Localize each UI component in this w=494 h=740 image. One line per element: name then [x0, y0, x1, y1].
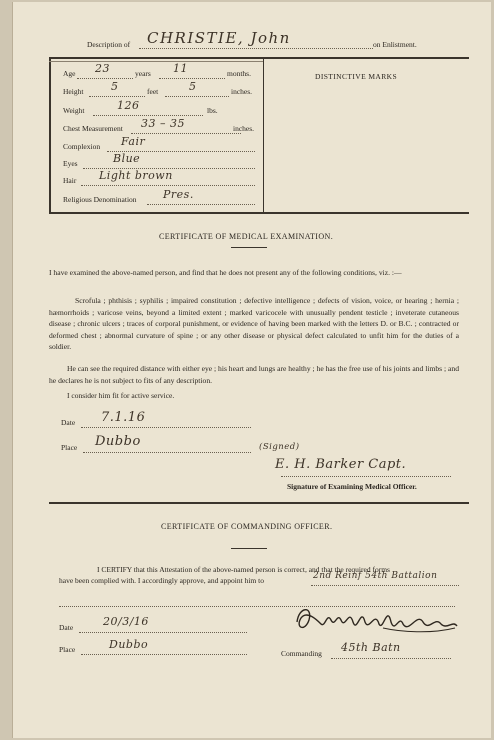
commanding-place-label: Place: [59, 645, 76, 654]
medical-officer-signature: E. H. Barker Capt.: [275, 457, 407, 472]
chest-dotline: [131, 133, 241, 134]
eyes-value: Blue: [113, 152, 141, 165]
chest-inches-label: inches.: [233, 124, 255, 133]
attestation-sheet: [12, 2, 491, 738]
description-dotline: [139, 48, 373, 49]
section-divider: [49, 502, 469, 504]
description-prefix: Description of: [87, 40, 131, 49]
complexion-label: Complexion: [63, 142, 101, 151]
height-feet-dotline: [89, 96, 145, 97]
age-years-dotline: [77, 78, 133, 79]
feet-label: feet: [147, 87, 159, 96]
commanding-officer-signature: [291, 598, 461, 644]
medical-heading: CERTIFICATE OF MEDICAL EXAMINATION.: [159, 232, 334, 241]
recruit-name: CHRISTIE, John: [147, 29, 291, 47]
age-years-value: 23: [95, 62, 110, 75]
commanding-label: Commanding: [281, 649, 322, 658]
box-inner-top-rule: [49, 61, 263, 62]
appointment-value: 2nd Reinf 54th Battalion: [313, 571, 438, 581]
months-label: months.: [227, 69, 251, 78]
inches-label: inches.: [231, 87, 253, 96]
height-feet-value: 5: [111, 80, 119, 93]
complexion-value: Fair: [121, 135, 146, 148]
religion-dotline: [147, 204, 255, 205]
distinctive-marks-heading: DISTINCTIVE MARKS: [315, 72, 398, 81]
age-months-value: 11: [173, 62, 188, 75]
medical-place-dotline: [83, 452, 251, 453]
age-months-dotline: [159, 78, 225, 79]
box-divider: [263, 57, 264, 214]
height-inches-dotline: [165, 96, 229, 97]
commanding-dotline: [331, 658, 451, 659]
religion-label: Religious Denomination: [63, 195, 137, 204]
eyes-label: Eyes: [63, 159, 78, 168]
chest-label: Chest Measurement: [63, 124, 123, 133]
commanding-place-dotline: [81, 654, 247, 655]
weight-label: Weight: [63, 106, 85, 115]
signed-mark: (Signed): [259, 442, 300, 452]
box-bottom-border: [49, 212, 469, 214]
medical-date-label: Date: [61, 418, 76, 427]
description-suffix: on Enlistment.: [373, 40, 417, 49]
commanding-heading-underline: [231, 548, 267, 549]
commanding-date-label: Date: [59, 623, 74, 632]
hair-dotline: [81, 185, 255, 186]
chest-value: 33 – 35: [141, 117, 185, 130]
height-label: Height: [63, 87, 84, 96]
appointment-dotline: [311, 585, 459, 586]
medical-place-label: Place: [61, 443, 78, 452]
medical-vision-statement: He can see the required distance with either eye ; his heart and lungs are healthy ; he has the free use of his joints and limbs ; and he declares he is not subject to fits of any description.: [49, 364, 459, 385]
medical-intro: I have examined the above-named person, and find that he does not present any of the following conditions, viz. :—: [49, 268, 402, 277]
weight-dotline: [93, 115, 203, 116]
weight-value: 126: [117, 99, 140, 112]
medical-signature-dotline: [281, 476, 451, 477]
lbs-label: lbs.: [207, 106, 218, 115]
commanding-heading: CERTIFICATE OF COMMANDING OFFICER.: [161, 522, 333, 531]
height-inches-value: 5: [189, 80, 197, 93]
commanding-place-value: Dubbo: [109, 638, 149, 651]
medical-date-dotline: [81, 427, 251, 428]
commanding-value: 45th Batn: [341, 641, 401, 654]
hair-value: Light brown: [99, 169, 173, 182]
religion-value: Pres.: [163, 188, 194, 201]
commanding-date-dotline: [79, 632, 247, 633]
medical-date-value: 7.1.16: [101, 410, 146, 425]
commanding-text-line-1: I CERTIFY that this Attestation of the above-named person is correct, and that the required forms: [97, 565, 390, 574]
medical-signature-caption: Signature of Examining Medical Officer.: [287, 482, 417, 491]
medical-conditions: Scrofula ; phthisis ; syphilis ; impaired constitution ; defective intelligence ; defects of vision, voice, or hearing ; hernia ; hæmorrhoids ; varicose veins, beyond a limited extent ; marked varicocele with unusually pendent testicle ; inveterate cutaneous disease ; chronic ulcers ; traces of corporal punishment, or evidence of having been marked with the letters D. or B.C. ; contracted or deformed chest ; abnormal curvature of spine ; or any other disease or physical defect calculated to unfit him for the duties of a soldier.: [49, 296, 459, 351]
years-label: years: [135, 69, 151, 78]
medical-place-value: Dubbo: [95, 434, 141, 449]
box-left-border: [49, 57, 51, 214]
commanding-text-line-2: have been complied with. I accordingly approve, and appoint him to: [59, 576, 264, 585]
box-top-border: [49, 57, 469, 59]
age-label: Age: [63, 69, 76, 78]
medical-fit-statement: I consider him fit for active service.: [67, 391, 175, 400]
hair-label: Hair: [63, 176, 77, 185]
commanding-date-value: 20/3/16: [103, 615, 149, 628]
medical-heading-underline: [231, 247, 267, 248]
